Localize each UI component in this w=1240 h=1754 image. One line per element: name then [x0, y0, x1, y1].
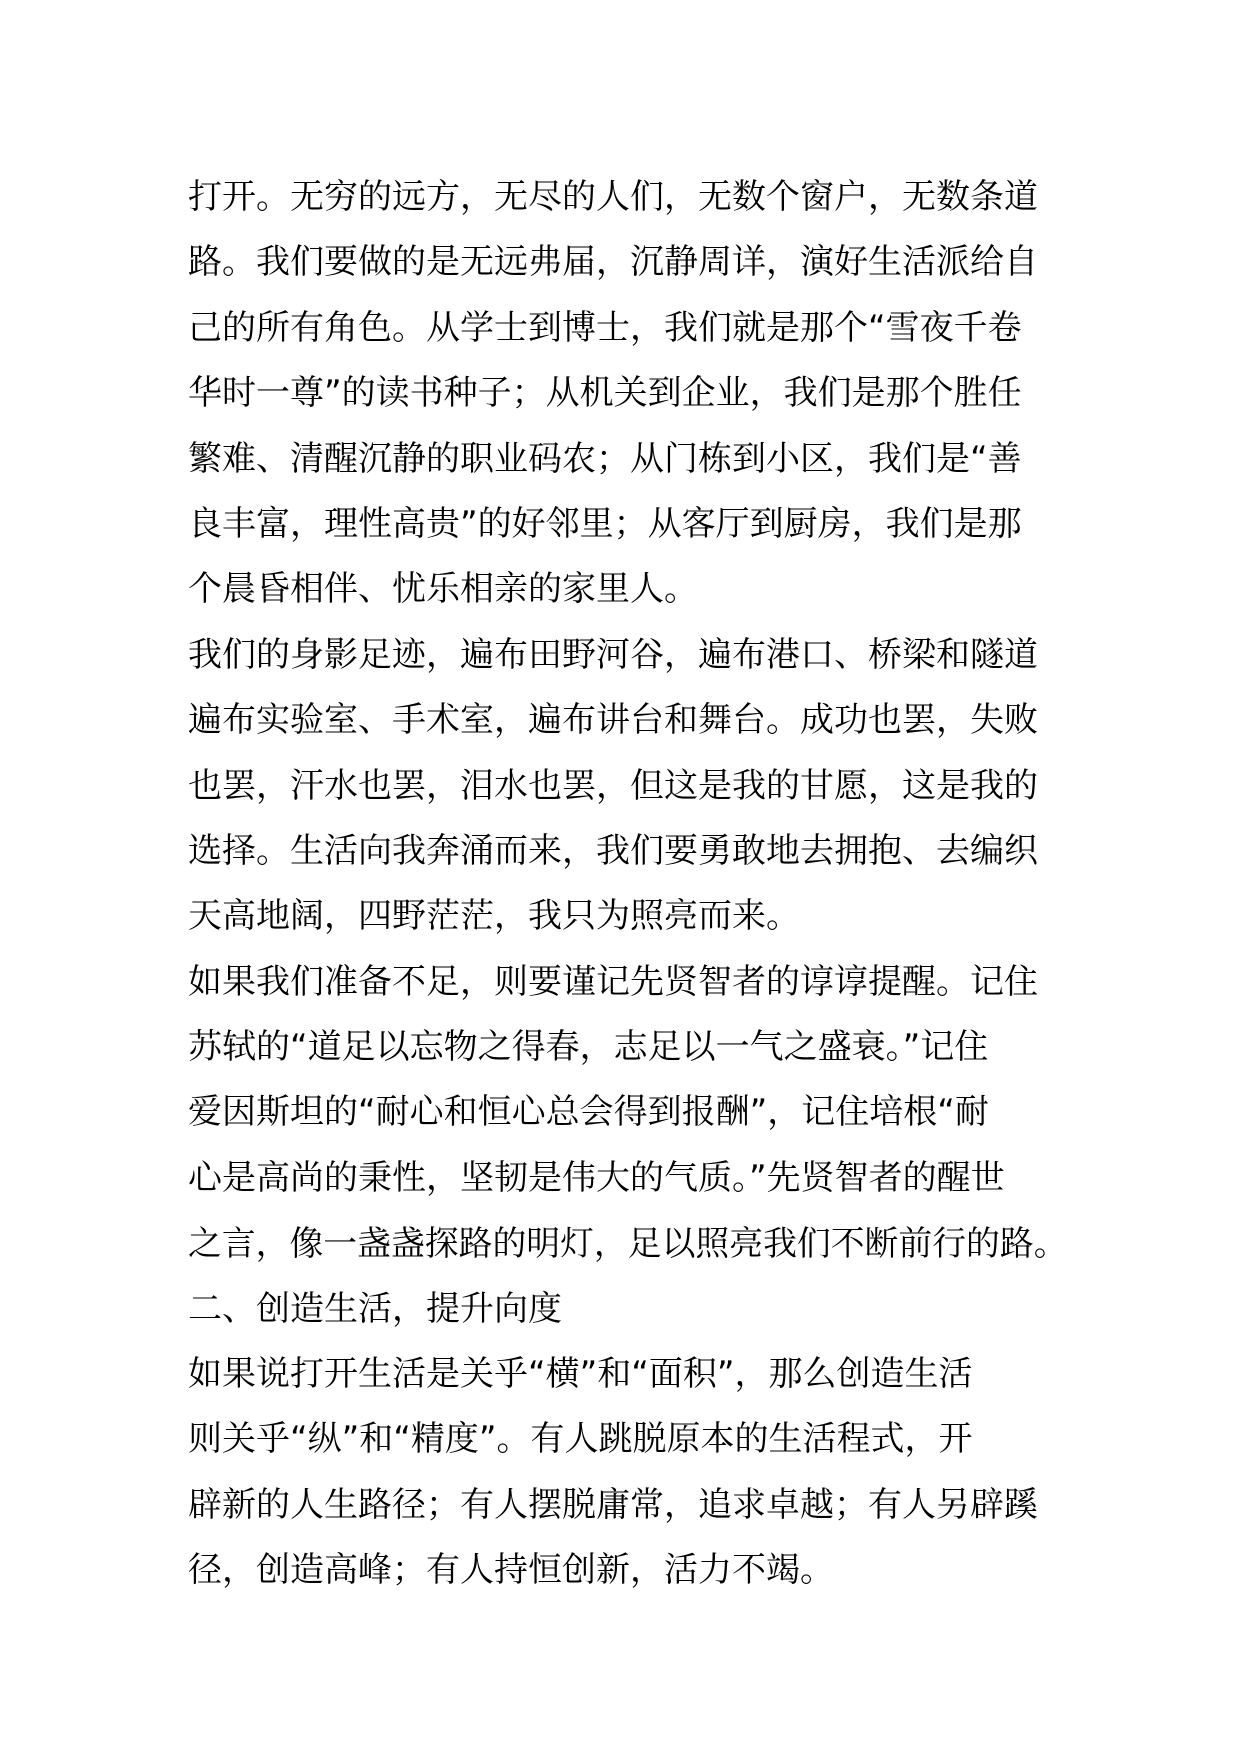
text-line: 则关乎“纵”和“精度”。有人跳脱原本的生活程式，开	[188, 1419, 973, 1460]
section-heading: 二、创造生活，提升向度	[188, 1288, 562, 1329]
text-line: 天高地阔，四野茫茫，我只为照亮而来。	[188, 896, 800, 937]
text-line: 径，创造高峰；有人持恒创新，活力不竭。	[188, 1550, 834, 1591]
text-line: 如果我们准备不足，则要谨记先贤智者的谆谆提醒。记住	[188, 961, 1038, 1002]
text-line: 华时一尊”的读书种子；从机关到企业，我们是那个胜任	[188, 373, 1022, 414]
text-line: 爱因斯坦的“耐心和恒心总会得到报酬”，记住培根“耐	[188, 1092, 989, 1133]
text-line: 心是高尚的秉性，坚韧是伟大的气质。”先贤智者的醒世	[188, 1157, 1005, 1198]
text-line: 繁难、清醒沉静的职业码农；从门栋到小区，我们是“善	[188, 438, 1022, 479]
text-line: 辟新的人生路径；有人摆脱庸常，追求卓越；有人另辟蹊	[188, 1484, 1038, 1525]
text-line: 选择。生活向我奔涌而来，我们要勇敢地去拥抱、去编织	[188, 830, 1038, 871]
text-line: 己的所有角色。从学士到博士，我们就是那个“雪夜千卷	[188, 307, 1022, 348]
text-line: 也罢，汗水也罢，泪水也罢，但这是我的甘愿，这是我的	[188, 765, 1038, 806]
text-line: 我们的身影足迹，遍布田野河谷，遍布港口、桥梁和隧道	[188, 634, 1038, 675]
text-line: 之言，像一盏盏探路的明灯，足以照亮我们不断前行的路。	[188, 1224, 1068, 1264]
body-text	[188, 165, 1068, 1604]
text-line: 良丰富，理性高贵”的好邻里；从客厅到厨房，我们是那	[188, 503, 1022, 544]
text-line: 路。我们要做的是无远弗届，沉静周详，演好生活派给自	[188, 242, 1038, 283]
text-line: 如果说打开生活是关乎“横”和“面积”，那么创造生活	[188, 1354, 973, 1395]
text-line: 打开。无穷的远方，无尽的人们，无数个窗户，无数条道	[188, 177, 1038, 217]
text-line: 遍布实验室、手术室，遍布讲台和舞台。成功也罢，失败	[188, 700, 1038, 741]
text-line: 个晨昏相伴、忧乐相亲的家里人。	[188, 569, 698, 610]
text-line: 苏轼的“道足以忘物之得春，志足以一气之盛衰。”记住	[188, 1027, 989, 1068]
